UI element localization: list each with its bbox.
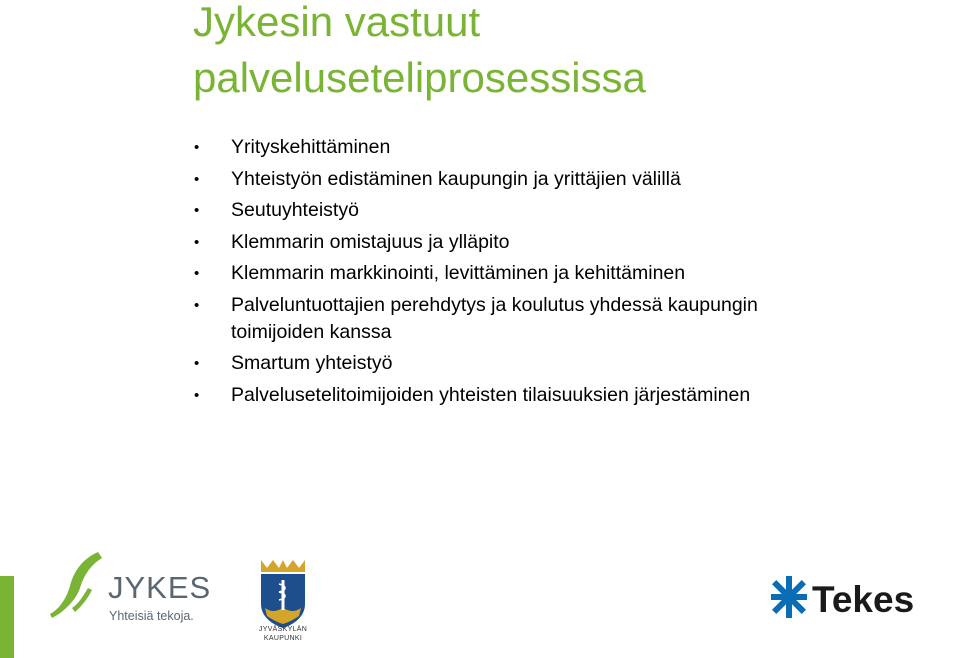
bullet-item [194,134,854,161]
bullet-item [194,292,854,346]
bullet-text: Yrityskehittäminen [231,136,391,158]
bullet-text: Yhteistyön edistäminen kaupungin ja yrittäjien välillä [231,167,681,190]
bullet-text: Palveluntuottajien perehdytys ja koulutus yhdessä kaupungin toimijoiden kanssa [231,293,758,343]
bullet-item [194,382,854,409]
tekes-logo [770,572,955,622]
bullet-text: Klemmarin omistajuus ja ylläpito [231,230,510,253]
bullet-text: Palvelusetelitoimijoiden yhteisten tilaisuuksien järjestäminen [231,383,751,406]
title-line-1: Jykesin vastuut [193,0,481,45]
bullet-text: Klemmarin markkinointi, levittäminen ja kehittäminen [231,262,686,284]
tekes-snowflake-icon [771,576,807,618]
title-line-2: palveluseteliprosessissa [193,54,646,101]
bullet-dot: • [194,386,200,404]
bullet-dot: • [194,265,200,282]
bullet-item [194,350,854,377]
bullet-dot: • [194,296,200,314]
slide-title [193,0,933,106]
bullet-item [194,260,854,287]
jykes-wordmark: JYKES [108,570,212,605]
city-line-2: KAUPUNKI [263,635,303,642]
bullet-dot: • [194,170,200,188]
bullet-text: Seutuyhteistyö [231,199,359,221]
bullet-dot: • [194,139,200,156]
jykes-tagline: Yhteisiä tekoja. [109,609,194,623]
city-name [246,625,320,643]
city-line-1: JYVÄSKYLÄN [258,626,308,633]
bullet-dot: • [194,202,200,219]
bullet-list [194,134,854,413]
bullet-item [194,166,854,193]
tekes-wordmark: Tekes [812,579,915,620]
bullet-dot: • [194,233,200,251]
crest-crown [261,560,305,572]
bullet-item [194,229,854,256]
bullet-text: Smartum yhteistyö [231,352,393,374]
jykes-logo [48,548,218,628]
green-corner-strip [0,576,14,658]
bullet-dot: • [194,355,200,372]
bullet-item [194,197,854,224]
